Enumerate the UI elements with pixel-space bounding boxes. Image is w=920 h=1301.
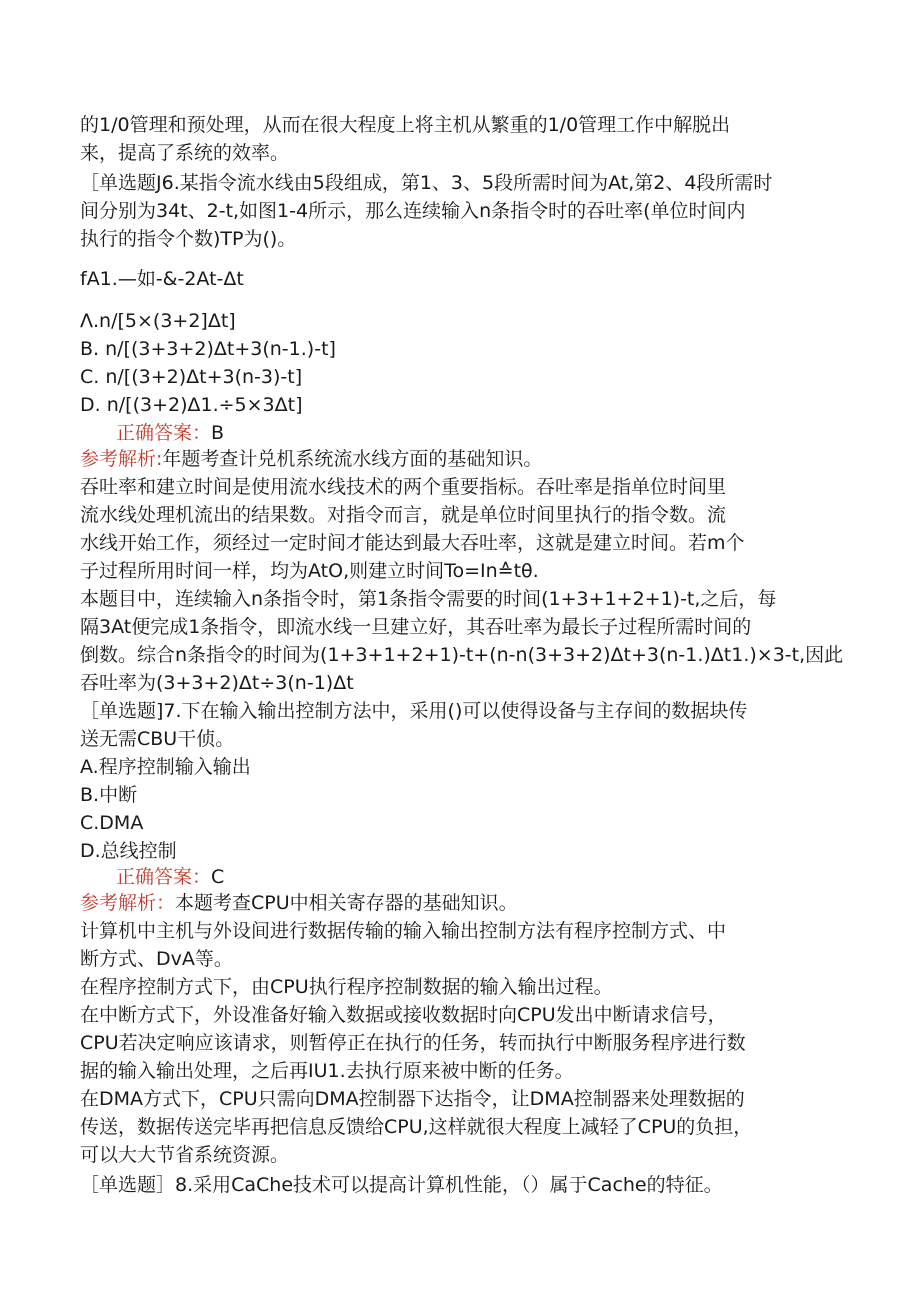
option-a: A.程序控制输入输出 xyxy=(80,756,251,778)
text-line: 子过程所用时间一样，均为AtO,则建立时间To=In≙tθ. xyxy=(80,560,539,582)
question-8-stem: ［单选题］8.采用CaChe技术可以提高计算机性能，（）属于Cache的特征。 xyxy=(80,1174,723,1196)
option-a: Λ.n∕[5×(3+2]Δt] xyxy=(80,310,236,332)
analysis-line xyxy=(80,890,880,917)
analysis-label: 参考解析: xyxy=(80,448,163,470)
option-b: B. n∕[(3+3+2)Δt+3(n-1.)-t] xyxy=(80,338,336,360)
text-line: 隔3At便完成1条指令，即流水线一旦建立好，其吞吐率为最长子过程所需时间的 xyxy=(80,616,752,638)
correct-answer-label: 正确答案： xyxy=(116,422,212,444)
text-line: 来，提高了系统的效率。 xyxy=(80,142,290,164)
question-6-stem: 间分别为34t、2-t,如图1-4所示，那么连续输入n条指令时的吞吐率(单位时间内 xyxy=(80,200,746,222)
text-line: 可以大大节省系统资源。 xyxy=(80,1144,290,1166)
figure-caption: fA1.—如-&-2At-Δt xyxy=(80,268,244,290)
text-line: 流水线处理机流出的结果数。对指令而言，就是单位时间里执行的指令数。流 xyxy=(80,504,727,526)
question-7-stem: ［单选题]7.下在输入输出控制方法中，采用()可以使得设备与主存间的数据块传 xyxy=(80,700,748,722)
text-line: 计算机中主机与外设间进行数据传输的输入输出控制方法有程序控制方式、中 xyxy=(80,920,727,942)
text-line: CPU若决定响应该请求，则暂停正在执行的任务，转而执行中断服务程序进行数 xyxy=(80,1032,746,1054)
text-line: 传送，数据传送完毕再把信息反馈给CPU,这样就很大程度上减轻了CPU的负担， xyxy=(80,1116,753,1138)
text-line: 据的输入输出处理，之后再IU1.去执行原来被中断的任务。 xyxy=(80,1060,574,1082)
analysis-text: 年题考查计兑机系统流水线方面的基础知识。 xyxy=(162,448,543,470)
option-c: C. n∕[(3+2)Δt+3(n-3)-t] xyxy=(80,366,303,388)
text-line: 的1/0管理和预处理，从而在很大程度上将主机从繁重的1/0管理工作中解脱出 xyxy=(80,114,731,136)
analysis-line xyxy=(80,446,880,473)
analysis-text: 本题考查CPU中相关寄存器的基础知识。 xyxy=(175,892,518,914)
correct-answer-value: B xyxy=(211,422,225,444)
text-line: 在DMA方式下，CPU只需向DMA控制器下达指令，让DMA控制器来处理数据的 xyxy=(80,1088,745,1110)
correct-answer xyxy=(116,420,916,447)
question-6-stem: ［单选题J6.某指令流水线由5段组成，第1、3、5段所需时间为At,第2、4段所需时 xyxy=(80,172,773,194)
correct-answer-label: 正确答案： xyxy=(116,866,212,888)
correct-answer xyxy=(116,864,916,891)
text-line: 水线开始工作，须经过一定时间才能达到最大吞吐率，这就是建立时间。若m个 xyxy=(80,532,745,554)
text-line: 断方式、DvA等。 xyxy=(80,948,233,970)
question-6-stem: 执行的指令个数)TP为()。 xyxy=(80,228,297,250)
option-d: D. n∕[(3+2)Δ1.÷5×3Δt] xyxy=(80,394,303,416)
analysis-label: 参考解析： xyxy=(80,892,176,914)
text-line: 本题目中，连续输入n条指令时，第1条指令需要的时间(1+3+1+2+1)-t,之后，每 xyxy=(80,588,777,610)
option-b: B.中断 xyxy=(80,784,138,806)
correct-answer-value: C xyxy=(211,866,225,888)
text-line: 吞吐率和建立时间是使用流水线技术的两个重要指标。吞吐率是指单位时间里 xyxy=(80,476,727,498)
option-c: C.DMA xyxy=(80,812,144,834)
text-line: 倒数。综合n条指令的时间为(1+3+1+2+1)-t+(n-n(3+3+2)Δt+3(n-1.)Δt1.)×3-t,因此 xyxy=(80,644,844,666)
option-d: D.总线控制 xyxy=(80,840,177,862)
text-line: 吞吐率为(3+3+2)Δt÷3(n-1)Δt xyxy=(80,672,354,694)
question-7-stem: 送无需CBU干侦。 xyxy=(80,728,235,750)
text-line: 在中断方式下，外设准备好输入数据或接收数据时向CPU发出中断请求信号， xyxy=(80,1004,727,1026)
text-line: 在程序控制方式下，由CPU执行程序控制数据的输入输出过程。 xyxy=(80,976,613,998)
